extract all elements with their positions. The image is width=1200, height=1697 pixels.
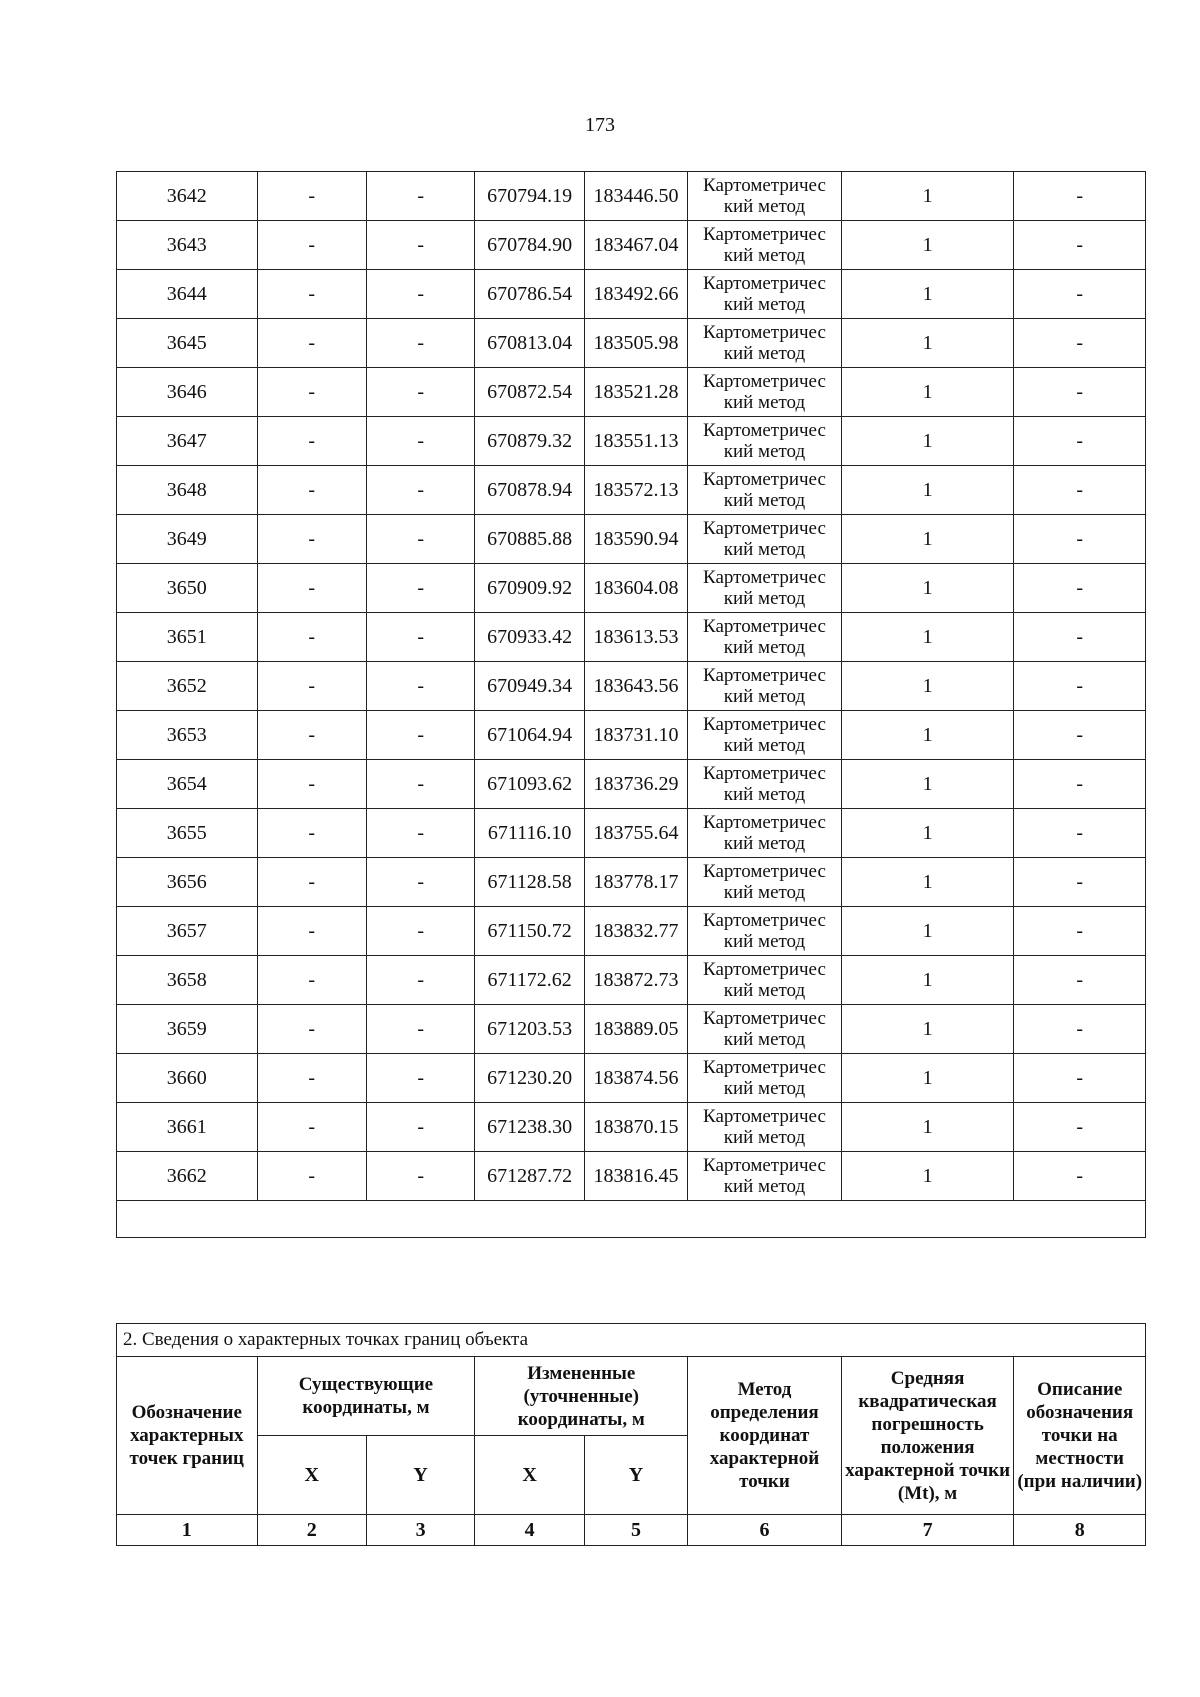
header-method: Метод определения координат характерной точки [688,1357,842,1515]
changed-x-cell: 671093.62 [475,760,584,809]
method-line1: Картометричес [703,959,826,980]
changed-x-cell: 671238.30 [475,1103,584,1152]
changed-y-cell: 183755.64 [584,809,687,858]
description-cell: - [1014,809,1146,858]
table-row [117,809,1146,858]
table-row [117,760,1146,809]
point-id-cell: 3659 [117,1005,258,1054]
table-row [117,613,1146,662]
header-existing-coords: Существующие координаты, м [257,1357,475,1436]
method-line1: Картометричес [703,224,826,245]
method-line1: Картометричес [703,371,826,392]
method-line2: кий метод [723,392,806,413]
table-row [117,1054,1146,1103]
existing-y-cell: - [366,1005,474,1054]
error-cell: 1 [841,711,1014,760]
existing-y-cell: - [366,858,474,907]
description-cell: - [1014,172,1146,221]
error-cell: 1 [841,515,1014,564]
method-line2: кий метод [723,343,806,364]
table-row [117,956,1146,1005]
existing-x-cell: - [257,319,366,368]
error-cell: 1 [841,172,1014,221]
method-cell [688,172,842,221]
description-cell: - [1014,1005,1146,1054]
method-line2: кий метод [723,196,806,217]
changed-x-cell: 670933.42 [475,613,584,662]
existing-x-cell: - [257,564,366,613]
error-cell: 1 [841,466,1014,515]
changed-y-cell: 183590.94 [584,515,687,564]
changed-y-cell: 183816.45 [584,1152,687,1201]
error-cell: 1 [841,319,1014,368]
table-row [117,662,1146,711]
point-id-cell: 3647 [117,417,258,466]
existing-x-cell: - [257,221,366,270]
description-cell: - [1014,1103,1146,1152]
table-row [117,1152,1146,1201]
column-number: 8 [1014,1515,1146,1546]
changed-y-cell: 183643.56 [584,662,687,711]
point-id-cell: 3648 [117,466,258,515]
existing-y-cell: - [366,270,474,319]
error-cell: 1 [841,613,1014,662]
description-cell: - [1014,711,1146,760]
changed-y-cell: 183731.10 [584,711,687,760]
description-cell: - [1014,858,1146,907]
method-cell [688,270,842,319]
table-row [117,564,1146,613]
method-line1: Картометричес [703,1008,826,1029]
method-cell [688,907,842,956]
existing-x-cell: - [257,613,366,662]
changed-x-cell: 671128.58 [475,858,584,907]
changed-x-cell: 670784.90 [475,221,584,270]
existing-y-cell: - [366,1054,474,1103]
changed-x-cell: 671287.72 [475,1152,584,1201]
changed-x-cell: 670879.32 [475,417,584,466]
method-cell [688,1054,842,1103]
method-cell [688,466,842,515]
method-line1: Картометричес [703,812,826,833]
method-line1: Картометричес [703,567,826,588]
point-id-cell: 3653 [117,711,258,760]
existing-x-cell: - [257,711,366,760]
method-line1: Картометричес [703,469,826,490]
method-line2: кий метод [723,1176,806,1197]
description-cell: - [1014,956,1146,1005]
method-line2: кий метод [723,735,806,756]
table-row [117,1005,1146,1054]
point-id-cell: 3654 [117,760,258,809]
method-line2: кий метод [723,980,806,1001]
changed-x-cell: 670786.54 [475,270,584,319]
changed-y-cell: 183778.17 [584,858,687,907]
changed-x-cell: 670878.94 [475,466,584,515]
changed-x-cell: 670909.92 [475,564,584,613]
table-row [117,466,1146,515]
existing-x-cell: - [257,760,366,809]
column-number: 2 [257,1515,366,1546]
table-row [117,368,1146,417]
method-cell [688,760,842,809]
point-id-cell: 3662 [117,1152,258,1201]
changed-y-cell: 183604.08 [584,564,687,613]
header-changed-y: Y [584,1436,687,1515]
point-id-cell: 3646 [117,368,258,417]
changed-x-cell: 671172.62 [475,956,584,1005]
error-cell: 1 [841,564,1014,613]
existing-y-cell: - [366,809,474,858]
existing-x-cell: - [257,1103,366,1152]
method-line1: Картометричес [703,175,826,196]
changed-x-cell: 670885.88 [475,515,584,564]
table-row [117,1103,1146,1152]
description-cell: - [1014,1152,1146,1201]
point-id-cell: 3651 [117,613,258,662]
method-line2: кий метод [723,882,806,903]
method-line1: Картометричес [703,665,826,686]
table-row [117,515,1146,564]
error-cell: 1 [841,1152,1014,1201]
existing-x-cell: - [257,662,366,711]
point-id-cell: 3643 [117,221,258,270]
method-line1: Картометричес [703,861,826,882]
method-line2: кий метод [723,1029,806,1050]
method-line1: Картометричес [703,763,826,784]
method-cell [688,515,842,564]
method-line1: Картометричес [703,420,826,441]
existing-x-cell: - [257,270,366,319]
existing-x-cell: - [257,515,366,564]
changed-y-cell: 183505.98 [584,319,687,368]
existing-y-cell: - [366,564,474,613]
points-table-body [117,172,1146,1238]
error-cell: 1 [841,221,1014,270]
changed-y-cell: 183446.50 [584,172,687,221]
error-cell: 1 [841,1005,1014,1054]
method-line1: Картометричес [703,322,826,343]
changed-x-cell: 670794.19 [475,172,584,221]
existing-x-cell: - [257,956,366,1005]
description-cell: - [1014,368,1146,417]
point-id-cell: 3650 [117,564,258,613]
existing-x-cell: - [257,466,366,515]
existing-y-cell: - [366,613,474,662]
existing-y-cell: - [366,956,474,1005]
column-number: 6 [688,1515,842,1546]
existing-x-cell: - [257,1054,366,1103]
existing-y-cell: - [366,417,474,466]
page-number: 173 [585,114,615,136]
error-cell: 1 [841,956,1014,1005]
method-line2: кий метод [723,245,806,266]
method-line1: Картометричес [703,910,826,931]
column-number: 7 [841,1515,1014,1546]
changed-y-cell: 183521.28 [584,368,687,417]
point-id-cell: 3644 [117,270,258,319]
table-row [117,711,1146,760]
changed-y-cell: 183874.56 [584,1054,687,1103]
method-line1: Картометричес [703,518,826,539]
error-cell: 1 [841,760,1014,809]
existing-y-cell: - [366,1152,474,1201]
method-line1: Картометричес [703,273,826,294]
existing-y-cell: - [366,760,474,809]
existing-y-cell: - [366,368,474,417]
existing-x-cell: - [257,172,366,221]
header-designation: Обозначение характерных точек границ [117,1357,258,1515]
point-id-cell: 3658 [117,956,258,1005]
table-row [117,172,1146,221]
table-row [117,221,1146,270]
method-line2: кий метод [723,931,806,952]
description-cell: - [1014,564,1146,613]
existing-x-cell: - [257,368,366,417]
changed-y-cell: 183736.29 [584,760,687,809]
method-line2: кий метод [723,1127,806,1148]
column-number: 5 [584,1515,687,1546]
table-row [117,858,1146,907]
method-cell [688,221,842,270]
method-cell [688,662,842,711]
existing-x-cell: - [257,1152,366,1201]
section2-title: 2. Сведения о характерных точках границ объекта [117,1324,1146,1357]
method-cell [688,1103,842,1152]
error-cell: 1 [841,858,1014,907]
header-description: Описание обозначения точки на местности (при наличии) [1014,1357,1146,1515]
changed-y-cell: 183870.15 [584,1103,687,1152]
existing-y-cell: - [366,662,474,711]
changed-y-cell: 183467.04 [584,221,687,270]
empty-cell [117,1201,1146,1238]
points-table [116,171,1146,1238]
empty-row [117,1201,1146,1238]
method-line1: Картометричес [703,1057,826,1078]
description-cell: - [1014,613,1146,662]
method-line2: кий метод [723,1078,806,1099]
method-cell [688,1152,842,1201]
method-cell [688,711,842,760]
point-id-cell: 3649 [117,515,258,564]
existing-x-cell: - [257,809,366,858]
error-cell: 1 [841,368,1014,417]
header-changed-coords: Измененные (уточненные) координаты, м [475,1357,688,1436]
table-row [117,319,1146,368]
changed-y-cell: 183872.73 [584,956,687,1005]
column-number: 4 [475,1515,584,1546]
description-cell: - [1014,319,1146,368]
changed-y-cell: 183889.05 [584,1005,687,1054]
method-line2: кий метод [723,294,806,315]
changed-y-cell: 183551.13 [584,417,687,466]
method-line1: Картометричес [703,1155,826,1176]
changed-x-cell: 670872.54 [475,368,584,417]
changed-x-cell: 671203.53 [475,1005,584,1054]
point-id-cell: 3661 [117,1103,258,1152]
method-line2: кий метод [723,588,806,609]
error-cell: 1 [841,270,1014,319]
method-line1: Картометричес [703,714,826,735]
changed-y-cell: 183832.77 [584,907,687,956]
error-cell: 1 [841,662,1014,711]
existing-y-cell: - [366,907,474,956]
changed-y-cell: 183492.66 [584,270,687,319]
table-row [117,270,1146,319]
method-line2: кий метод [723,490,806,511]
method-cell [688,858,842,907]
description-cell: - [1014,221,1146,270]
method-line1: Картометричес [703,1106,826,1127]
existing-y-cell: - [366,711,474,760]
header-existing-x: X [257,1436,366,1515]
changed-y-cell: 183613.53 [584,613,687,662]
description-cell: - [1014,760,1146,809]
method-cell [688,809,842,858]
existing-y-cell: - [366,221,474,270]
point-id-cell: 3642 [117,172,258,221]
changed-x-cell: 671150.72 [475,907,584,956]
changed-x-cell: 671230.20 [475,1054,584,1103]
changed-x-cell: 670949.34 [475,662,584,711]
existing-y-cell: - [366,1103,474,1152]
header-error: Средняя квадратическая погрешность положения характерной точки (Mt), м [841,1357,1014,1515]
method-line2: кий метод [723,784,806,805]
method-cell [688,368,842,417]
existing-x-cell: - [257,1005,366,1054]
method-cell [688,956,842,1005]
table-row [117,907,1146,956]
changed-y-cell: 183572.13 [584,466,687,515]
error-cell: 1 [841,417,1014,466]
point-id-cell: 3652 [117,662,258,711]
description-cell: - [1014,1054,1146,1103]
error-cell: 1 [841,1054,1014,1103]
description-cell: - [1014,515,1146,564]
method-cell [688,1005,842,1054]
changed-x-cell: 671116.10 [475,809,584,858]
error-cell: 1 [841,907,1014,956]
method-cell [688,319,842,368]
column-number: 3 [366,1515,474,1546]
existing-y-cell: - [366,515,474,564]
method-cell [688,417,842,466]
method-line2: кий метод [723,539,806,560]
method-line2: кий метод [723,833,806,854]
point-id-cell: 3655 [117,809,258,858]
error-cell: 1 [841,809,1014,858]
header-existing-y: Y [366,1436,474,1515]
point-id-cell: 3657 [117,907,258,956]
point-id-cell: 3645 [117,319,258,368]
description-cell: - [1014,417,1146,466]
method-cell [688,613,842,662]
existing-y-cell: - [366,466,474,515]
method-line2: кий метод [723,637,806,658]
existing-x-cell: - [257,417,366,466]
existing-y-cell: - [366,172,474,221]
method-line2: кий метод [723,686,806,707]
error-cell: 1 [841,1103,1014,1152]
description-cell: - [1014,907,1146,956]
method-line2: кий метод [723,441,806,462]
changed-x-cell: 671064.94 [475,711,584,760]
existing-y-cell: - [366,319,474,368]
table-row [117,417,1146,466]
column-number: 1 [117,1515,258,1546]
method-line1: Картометричес [703,616,826,637]
section2-table [116,1323,1146,1546]
point-id-cell: 3660 [117,1054,258,1103]
existing-x-cell: - [257,907,366,956]
changed-x-cell: 670813.04 [475,319,584,368]
existing-x-cell: - [257,858,366,907]
description-cell: - [1014,270,1146,319]
description-cell: - [1014,466,1146,515]
header-changed-x: X [475,1436,584,1515]
point-id-cell: 3656 [117,858,258,907]
description-cell: - [1014,662,1146,711]
method-cell [688,564,842,613]
